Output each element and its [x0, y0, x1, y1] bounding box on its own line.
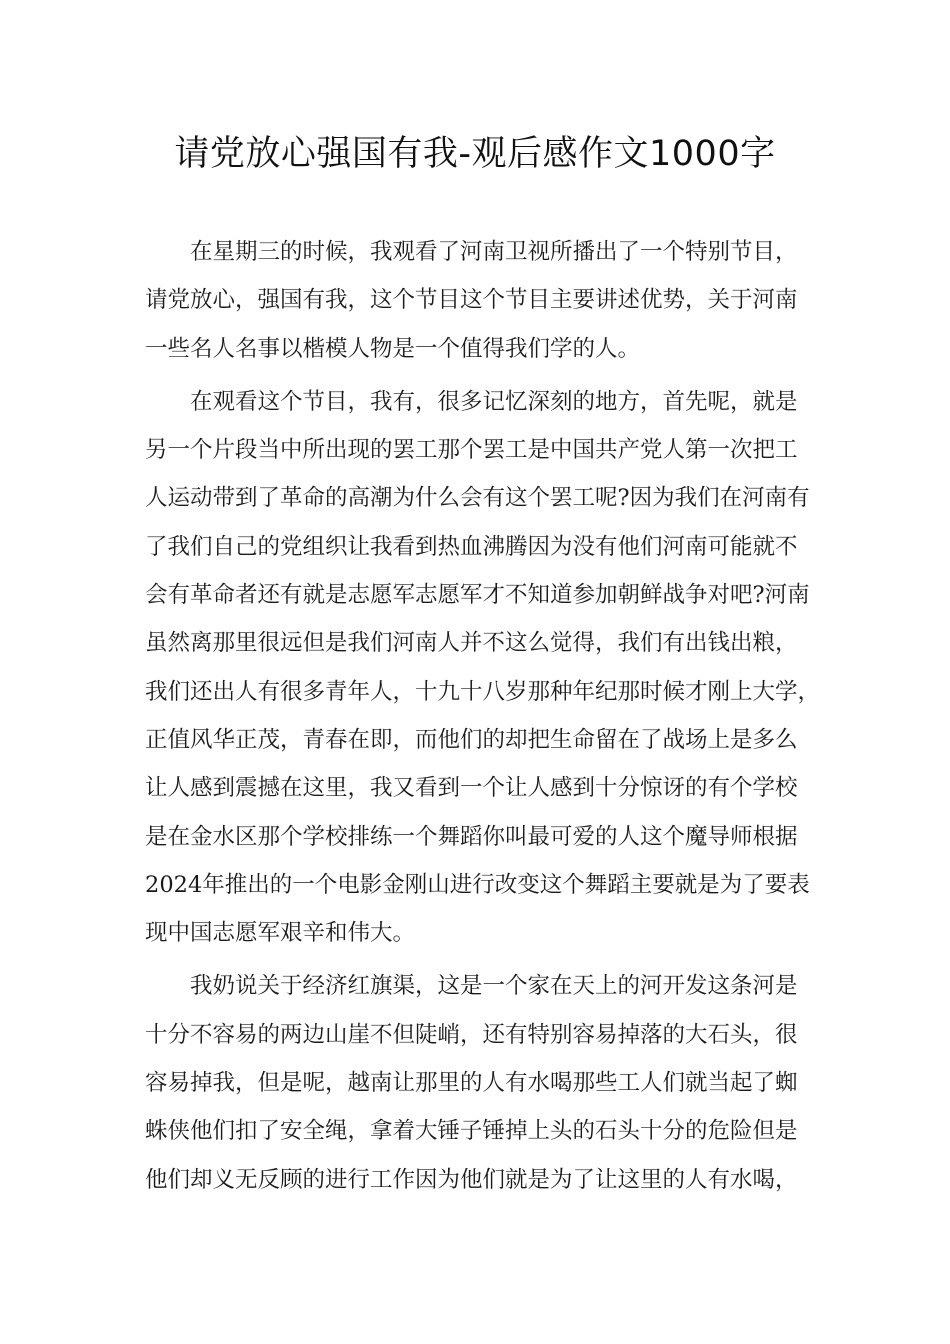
paragraph-line: 我奶说关于经济红旗渠，这是一个家在天上的河开发这条河是 [190, 973, 798, 1000]
paragraph-3 [145, 962, 813, 1203]
paragraph-line: 现中国志愿军艰辛和伟大。 [145, 920, 416, 947]
paragraph-line: 人运动带到了革命的高潮为什么会有这个罢工呢?因为我们在河南有 [145, 485, 810, 512]
paragraph-line: 十分不容易的两边山崖不但陡峭，还有特别容易掉落的大石头，很 [145, 1021, 798, 1048]
paragraph-2 [145, 378, 821, 958]
paragraph-line: 虽然离那里很远但是我们河南人并不这么觉得，我们有出钱出粮， [145, 630, 798, 657]
paragraph-line: 一些名人名事以楷模人物是一个值得我们学的人。 [145, 335, 641, 362]
paragraph-line: 是在金水区那个学校排练一个舞蹈你叫最可爱的人这个魔导师根据 [145, 823, 798, 850]
paragraph-line: 蛛侠他们扣了安全绳，拿着大锤子锤掉上头的石头十分的危险但是 [145, 1118, 798, 1145]
paragraph-line: 2024年推出的一个电影金刚山进行改变这个舞蹈主要就是为了要表 [145, 871, 810, 898]
paragraph-line: 在观看这个节目，我有，很多记忆深刻的地方，首先呢，就是 [190, 388, 798, 415]
paragraph-line: 容易掉我，但是呢，越南让那里的人有水喝那些工人们就当起了蜘 [145, 1070, 798, 1097]
paragraph-line: 会有革命者还有就是志愿军志愿军才不知道参加朝鲜战争对吧?河南 [145, 582, 810, 609]
paragraph-line: 在星期三的时候，我观看了河南卫视所播出了一个特别节目， [190, 239, 798, 265]
paragraph-line: 另一个片段当中所出现的罢工那个罢工是中国共产党人第一次把工 [145, 437, 798, 464]
document-title: 请党放心强国有我-观后感作文1000字 [174, 134, 776, 174]
paragraph-line: 我们还出人有很多青年人，十九十八岁那种年纪那时候才刚上大学， [145, 678, 821, 705]
paragraph-line: 正值风华正茂，青春在即，而他们的却把生命留在了战场上是多么 [145, 726, 798, 753]
paragraph-line: 他们却义无反顾的进行工作因为他们就是为了让这里的人有水喝， [145, 1166, 798, 1193]
paragraph-1 [145, 228, 813, 373]
paragraph-line: 了我们自己的党组织让我看到热血沸腾因为没有他们河南可能就不 [145, 533, 798, 560]
document-body [145, 228, 821, 1209]
paragraph-line: 让人感到震撼在这里，我又看到一个让人感到十分惊讶的有个学校 [145, 775, 798, 802]
paragraph-line: 请党放心，强国有我，这个节目这个节目主要讲述优势，关于河南 [145, 287, 798, 314]
